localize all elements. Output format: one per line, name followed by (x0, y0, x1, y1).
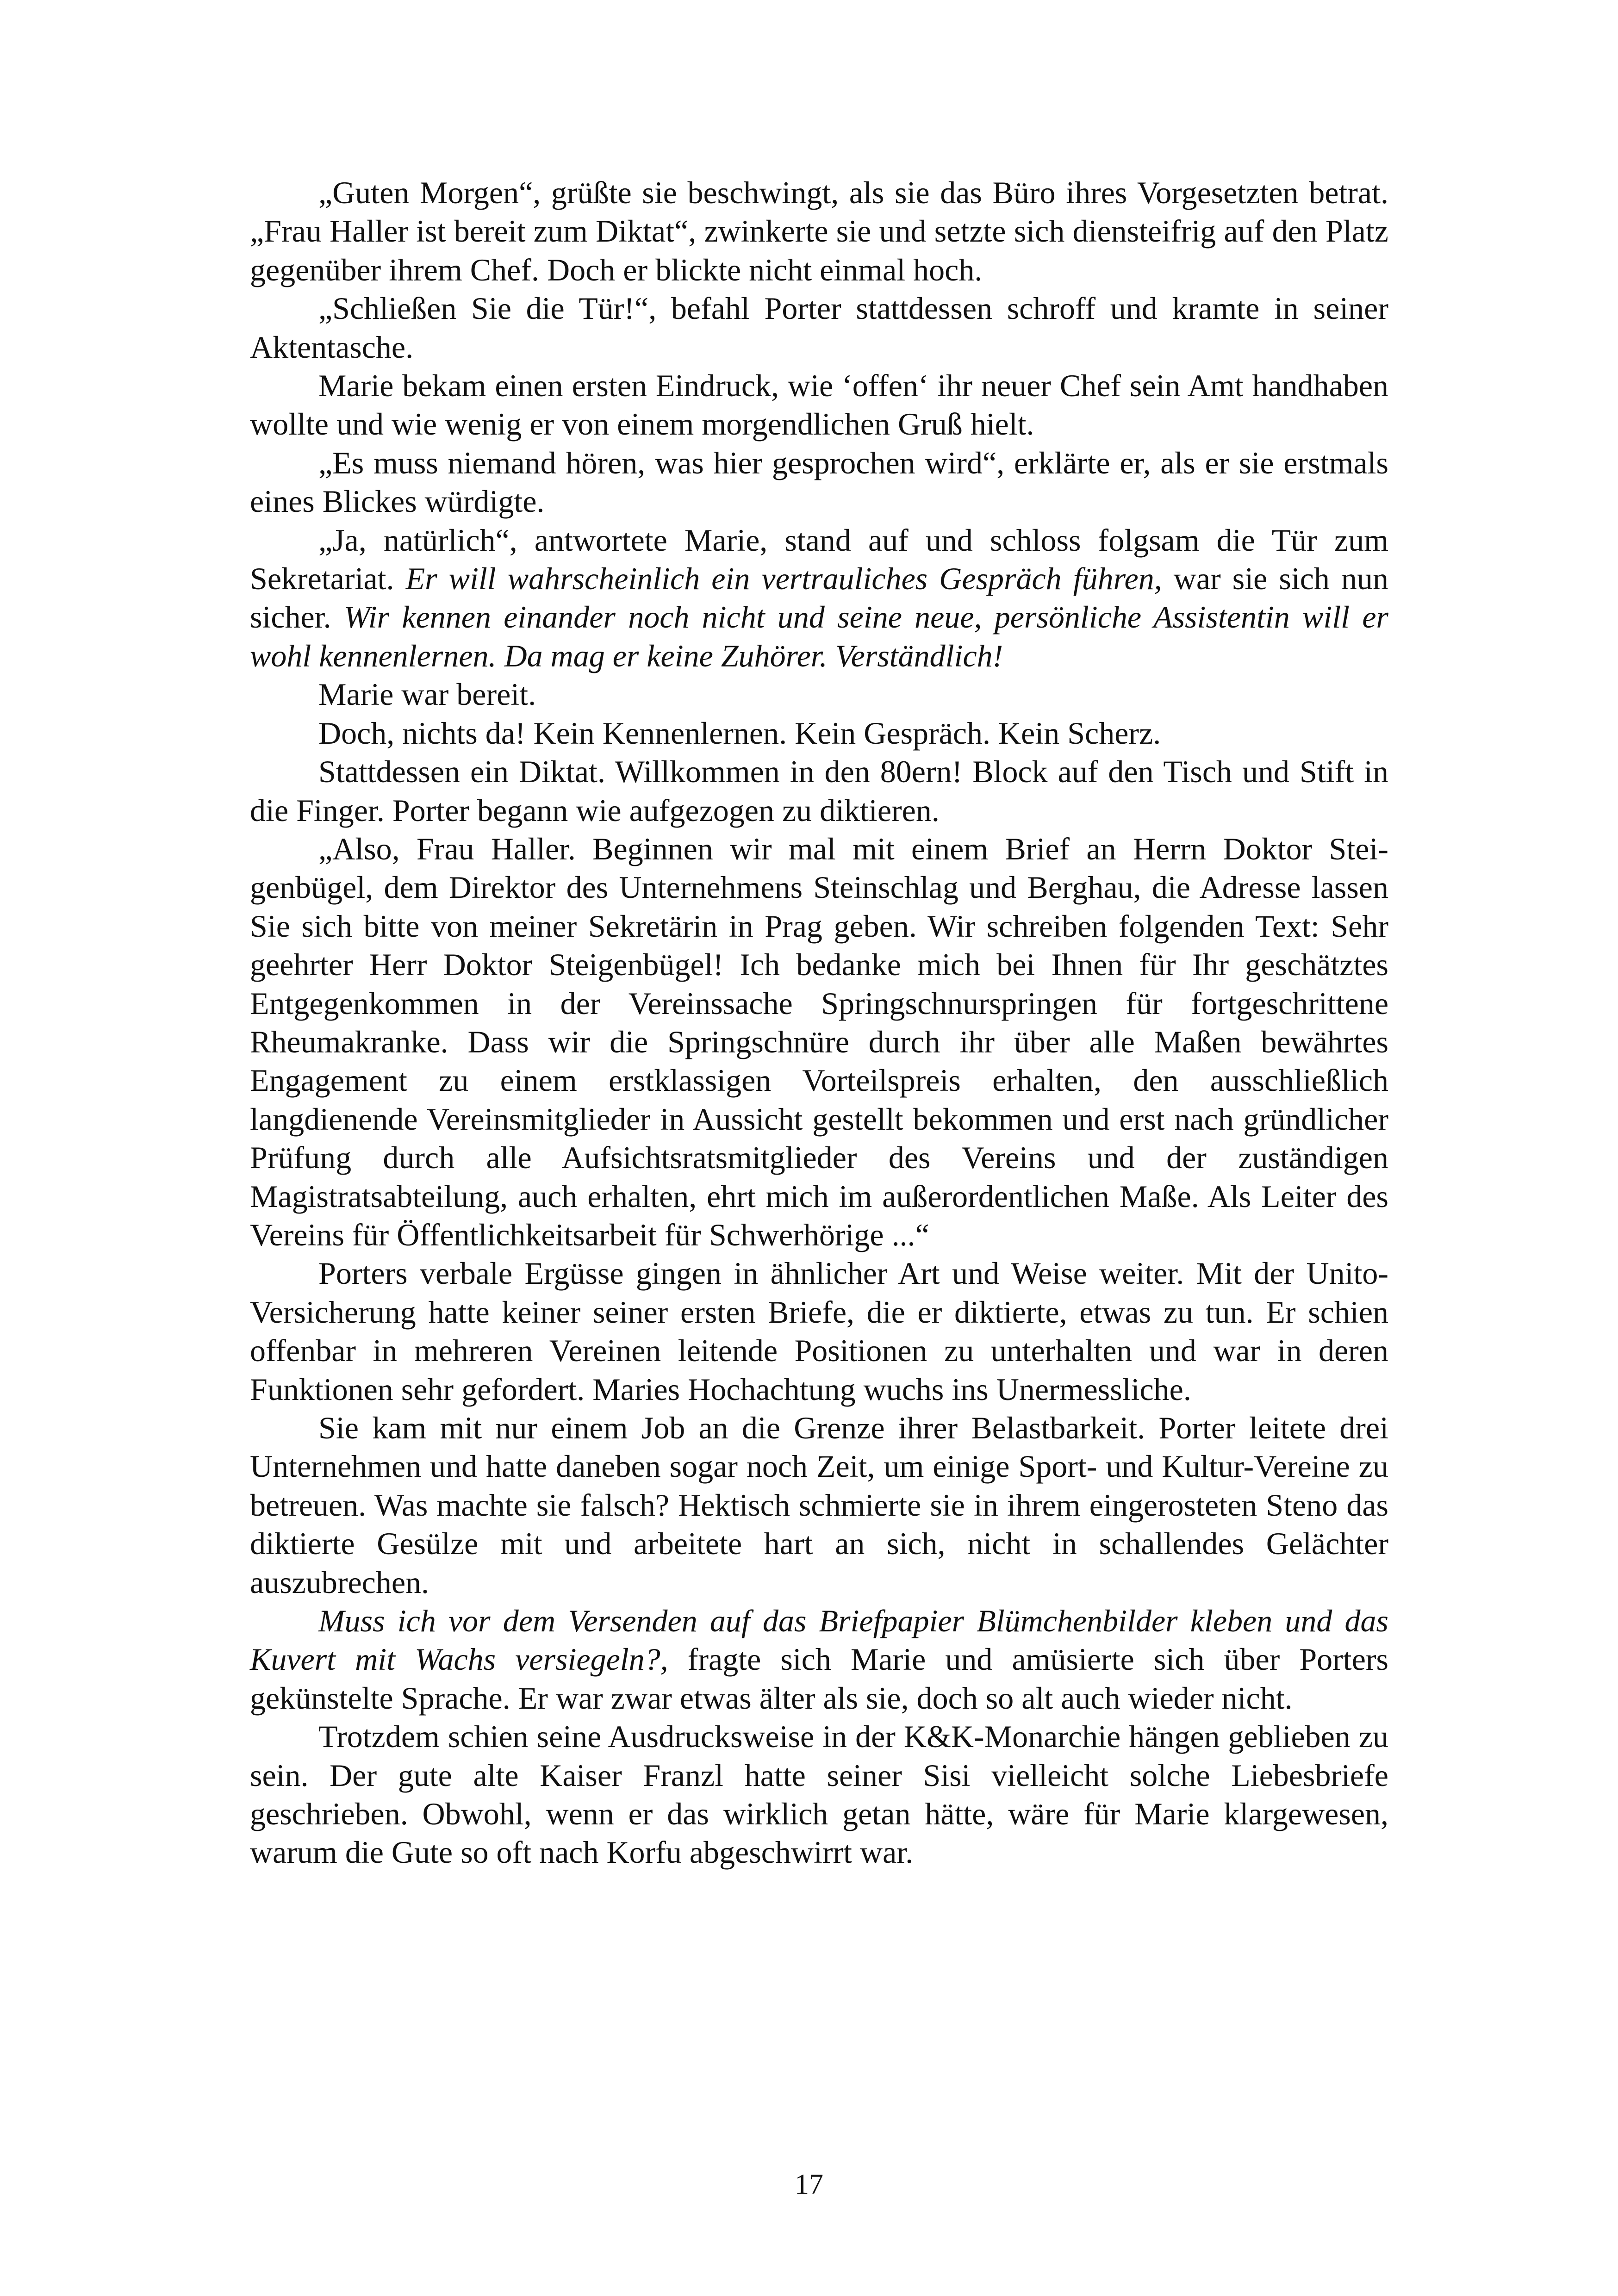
paragraph (250, 1409, 1388, 1602)
paragraph (250, 1254, 1388, 1409)
page-body (250, 174, 1388, 1872)
italic-thought: Muss ich vor dem Versenden auf das Briefpapier Blümchenbilder kleben und das Kuvert mit Wachs versiegeln?, (250, 1603, 1388, 1677)
paragraph (250, 289, 1388, 367)
paragraph-text: Doch, nichts da! Kein Kennenlernen. Kein Gespräch. Kein Scherz. (318, 715, 1161, 751)
paragraph (250, 675, 1388, 714)
paragraph (250, 521, 1388, 676)
paragraph-text: Marie war bereit. (318, 677, 536, 712)
italic-thought: Wir kennen einander noch nicht und seine neue, persönliche Assistentin will er wohl kennenlernen. Da mag er keine Zuhörer. Verständlich! (250, 599, 1388, 673)
page-number: 17 (795, 2169, 823, 2200)
paragraph-text: „Es muss niemand hören, was hier gesprochen wird“, erklärte er, als er sie erstmals eines Blickes würdigte. (250, 445, 1388, 519)
paragraph (250, 444, 1388, 521)
paragraph (250, 1602, 1388, 1717)
paragraph-text: Sie kam mit nur einem Job an die Grenze ihrer Belastbarkeit. Porter leitete drei Unternehmen und hatte daneben sogar noch Zeit, um einige Sport- und Kultur-Vereine zu betreuen. Was machte sie falsch? Hektisch schmierte sie in ihrem eingerosteten Steno das diktierte Gesülze mit und arbeitete hart an sich, nicht in schallendes Gelächter auszubrechen. (250, 1410, 1388, 1600)
paragraph-text: „Ja, natürlich“, antwortete Marie, stand auf und schloss folgsam die Tür zum Sekretariat. (250, 522, 1388, 597)
italic-thought: Er will wahrscheinlich ein vertrauliches Gespräch führen, (405, 561, 1162, 597)
paragraph-text: war sie sich nun sicher. (250, 561, 1388, 635)
paragraph-text: „Guten Morgen“, grüßte sie beschwingt, als sie das Büro ihres Vorgesetzten betrat. „Frau Haller ist bereit zum Diktat“, zwinkerte sie und setzte sich diensteifrig auf den Platz gegenüber ihrem Chef. Doch er blickte nicht einmal hoch. (250, 175, 1388, 287)
paragraph (250, 367, 1388, 444)
paragraph (250, 1717, 1388, 1872)
paragraph (250, 174, 1388, 289)
paragraph-text: „Also, Frau Haller. Beginnen wir mal mit einem Brief an Herrn Doktor Steigenbügel, dem Direktor des Unternehmens Steinschlag und Berghau, die Adresse lassen Sie sich bitte von meiner Sekretärin in Prag geben. Wir schreiben folgenden Text: Sehr geehrter Herr Doktor Steigenbügel! Ich bedanke mich bei Ihnen für Ihr geschätztes Entgegenkommen in der Vereinssache Springschnurspringen für fortgeschrittene Rheumakranke. Dass wir die Springschnüre durch ihr über alle Maßen bewährtes Engagement zu einem erstklassigen Vorteilspreis erhalten, den ausschließlich langdienende Vereinsmitglieder in Aussicht gestellt bekommen und erst nach gründlicher Prüfung durch alle Aufsichtsratsmitglieder des Vereins und der zuständigen Magistratsabteilung, auch erhalten, ehrt mich im außerordentlichen Maße. Als Leiter des Vereins für Öffentlichkeitsarbeit für Schwerhörige ...“ (250, 831, 1388, 1252)
paragraph (250, 753, 1388, 830)
paragraph-text: „Schließen Sie die Tür!“, befahl Porter stattdessen schroff und kramte in seiner Aktentasche. (250, 291, 1388, 365)
paragraph-text: fragte sich Marie und amüsierte sich über Porters gekünstelte Sprache. Er war zwar etwas älter als sie, doch so alt auch wieder nicht. (250, 1642, 1388, 1716)
paragraph-text: Trotzdem schien seine Ausdrucksweise in der K&K-Monarchie hängen geblieben zu sein. Der gute alte Kaiser Franzl hatte seiner Sisi vielleicht solche Liebesbriefe geschrieben. Obwohl, wenn er das wirklich getan hätte, wäre für Marie klargewesen, warum die Gute so oft nach Korfu abgeschwirrt war. (250, 1719, 1388, 1870)
paragraph-text: Porters verbale Ergüsse gingen in ähnlicher Art und Weise weiter. Mit der Unito-Versicherung hatte keiner seiner ersten Briefe, die er diktierte, etwas zu tun. Er schien offenbar in mehreren Vereinen leitende Positionen zu unterhalten und war in deren Funktionen sehr gefordert. Maries Hochachtung wuchs ins Unermessliche. (250, 1256, 1388, 1407)
paragraph (250, 830, 1388, 1254)
paragraph (250, 714, 1388, 753)
paragraph-text: Marie bekam einen ersten Eindruck, wie ‘offen‘ ihr neuer Chef sein Amt handhaben wollte und wie wenig er von einem morgendlichen Gruß hielt. (250, 368, 1388, 442)
paragraph-text: Stattdessen ein Diktat. Willkommen in den 80ern! Block auf den Tisch und Stift in die Finger. Porter begann wie aufgezogen zu diktieren. (250, 754, 1388, 828)
